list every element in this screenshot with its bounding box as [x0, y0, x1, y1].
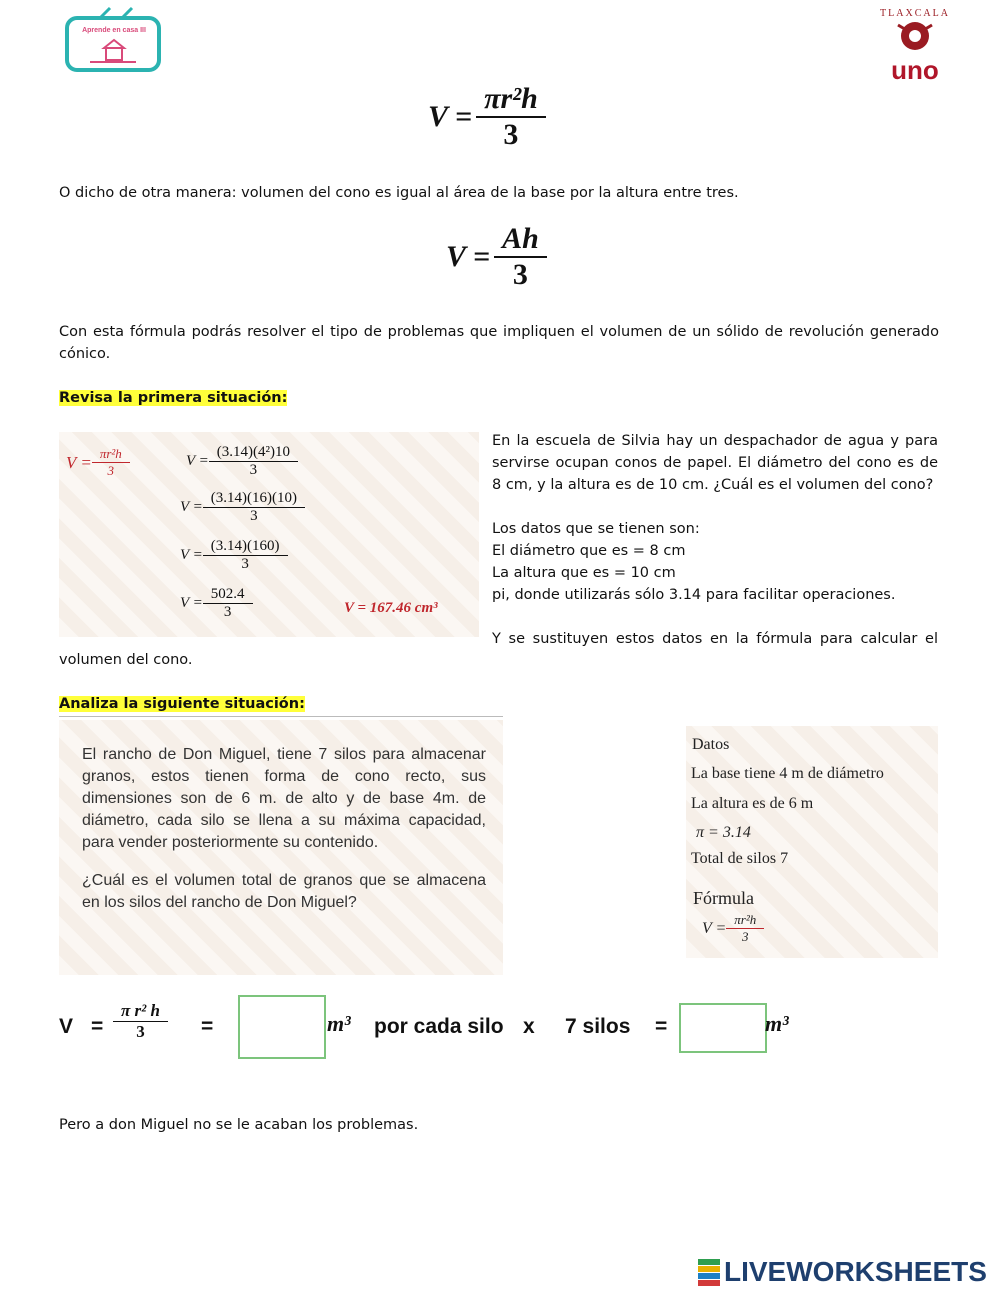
- eq-equals-3: =: [655, 1015, 668, 1038]
- liveworksheets-logo: [698, 1256, 987, 1288]
- crest-icon: [890, 19, 940, 53]
- eq-unit-1: m³: [327, 1011, 351, 1036]
- formula-lhs: V =: [428, 100, 473, 133]
- calc-step-2: [180, 490, 301, 525]
- situation2-text: [82, 744, 486, 914]
- datos-formula-lhs: V =: [702, 919, 727, 937]
- eq-times: x: [523, 1015, 535, 1038]
- heading-text: Revisa la primera situación:: [59, 390, 288, 406]
- paragraph-formula-usage: Con esta fórmula podrás resolver el tipo de problemas que impliquen el volumen de un sólido de revolución generado cónico.: [59, 324, 939, 362]
- eq-silos: 7 silos: [565, 1015, 631, 1038]
- step-2-lhs: V =: [180, 499, 203, 515]
- step-1-num: (3.14)(4²)10: [216, 444, 290, 460]
- equation-row: [59, 995, 819, 1059]
- formula-cone-volume: [428, 82, 542, 152]
- datos-formula: [702, 912, 760, 945]
- formula-numerator: πr²h: [484, 82, 538, 115]
- eq-per-silo: por cada silo: [374, 1015, 504, 1038]
- eq-numerator: π r² h: [121, 1001, 160, 1020]
- eq-v: V: [59, 1015, 74, 1038]
- datos-altura: La altura es de 6 m: [691, 795, 814, 812]
- live-badge: [698, 1259, 720, 1286]
- calc-step-1: [186, 444, 294, 479]
- calc-step-3: [180, 538, 284, 573]
- step-4-num: 502.4: [210, 586, 245, 602]
- step-4-den: 3: [203, 603, 253, 621]
- paragraph-alt-definition: O dicho de otra manera: volumen del cono es igual al área de la base por la altura entre tres.: [59, 185, 739, 201]
- dato-pi: pi, donde utilizarás sólo 3.14 para facilitar operaciones.: [492, 587, 896, 603]
- calc-formula: [66, 446, 126, 479]
- logo-text: Aprende en casa III: [82, 27, 146, 34]
- eq-denominator: 3: [113, 1021, 168, 1042]
- datos-formula-den: 3: [726, 928, 764, 945]
- step-4-lhs: V =: [180, 595, 203, 611]
- tlaxcala-label: TLAXCALA: [880, 8, 950, 19]
- uno-label: uno: [891, 55, 939, 85]
- eq-fraction: [117, 1001, 164, 1042]
- dato-diametro: El diámetro que es = 8 cm: [492, 543, 686, 559]
- step-1-lhs: V =: [186, 453, 209, 469]
- situation1-text: [492, 430, 938, 650]
- situation2-paragraph: El rancho de Don Miguel, tiene 7 silos para almacenar granos, estos tienen forma de cono recto, sus dimensiones son de 6 m. de alto y de base 4m. de diámetro, cada silo se llena a su máxima capacidad, para vender posteriormente su contenido.: [82, 746, 486, 851]
- tv-icon: [64, 6, 162, 76]
- formula2-lhs: V =: [446, 240, 491, 273]
- calc-formula-den: 3: [92, 462, 130, 479]
- formula-denominator: 3: [476, 116, 546, 152]
- step-3-lhs: V =: [180, 547, 203, 563]
- datos-title: Datos: [692, 736, 730, 753]
- step-2-den: 3: [203, 507, 305, 525]
- paragraph-closing: Pero a don Miguel no se le acaban los problemas.: [59, 1117, 419, 1133]
- eq-unit-2: m³: [765, 1011, 789, 1036]
- datos-base: La base tiene 4 m de diámetro: [691, 765, 884, 782]
- formula2-denominator: 3: [494, 256, 547, 292]
- datos-intro: Los datos que se tienen son:: [492, 521, 700, 537]
- calc-formula-num: πr²h: [99, 446, 122, 461]
- step-3-num: (3.14)(160): [210, 538, 280, 554]
- dato-altura: La altura que es = 10 cm: [492, 565, 676, 581]
- step-1-den: 3: [209, 461, 298, 479]
- calc-step-4: [180, 586, 249, 621]
- section-heading-first: [59, 387, 287, 409]
- calc-result: V = 167.46 cm³: [344, 600, 438, 616]
- answer-total-volume[interactable]: [679, 1003, 767, 1053]
- formula2-numerator: Ah: [502, 222, 539, 255]
- substitute-text-end: volumen del cono.: [59, 652, 193, 668]
- heading2-text: Analiza la siguiente situación:: [59, 696, 305, 712]
- answer-volume-per-silo[interactable]: [238, 995, 326, 1059]
- datos-formula-num: πr²h: [734, 912, 757, 927]
- step-3-den: 3: [203, 555, 288, 573]
- formula-area-height: [446, 222, 543, 292]
- situation2-question: ¿Cuál es el volumen total de granos que se almacena en los silos del rancho de Don Miguel?: [82, 872, 486, 911]
- step-2-num: (3.14)(16)(10): [210, 490, 297, 506]
- eq-equals-2: =: [201, 1015, 214, 1038]
- section-heading-second: [59, 693, 305, 715]
- datos-pi: π = 3.14: [696, 824, 751, 841]
- eq-equals-1: =: [91, 1015, 104, 1038]
- aprende-en-casa-logo: [64, 6, 162, 76]
- situation1-paragraph: En la escuela de Silvia hay un despachador de agua y para servirse ocupan conos de papel. El diámetro del cono es de 8 cm, y la altura es de 10 cm. ¿Cuál es el volumen del cono?: [492, 433, 938, 493]
- divider: [59, 716, 503, 717]
- datos-total: Total de silos 7: [691, 850, 789, 867]
- calc-formula-lhs: V =: [66, 452, 92, 472]
- tlaxcala-logo: [872, 8, 958, 85]
- brand-name: LIVEWORKSHEETS: [724, 1256, 987, 1287]
- formula-title: Fórmula: [693, 888, 754, 908]
- substitute-text: Y se sustituyen estos datos en la fórmula para calcular el: [492, 631, 938, 647]
